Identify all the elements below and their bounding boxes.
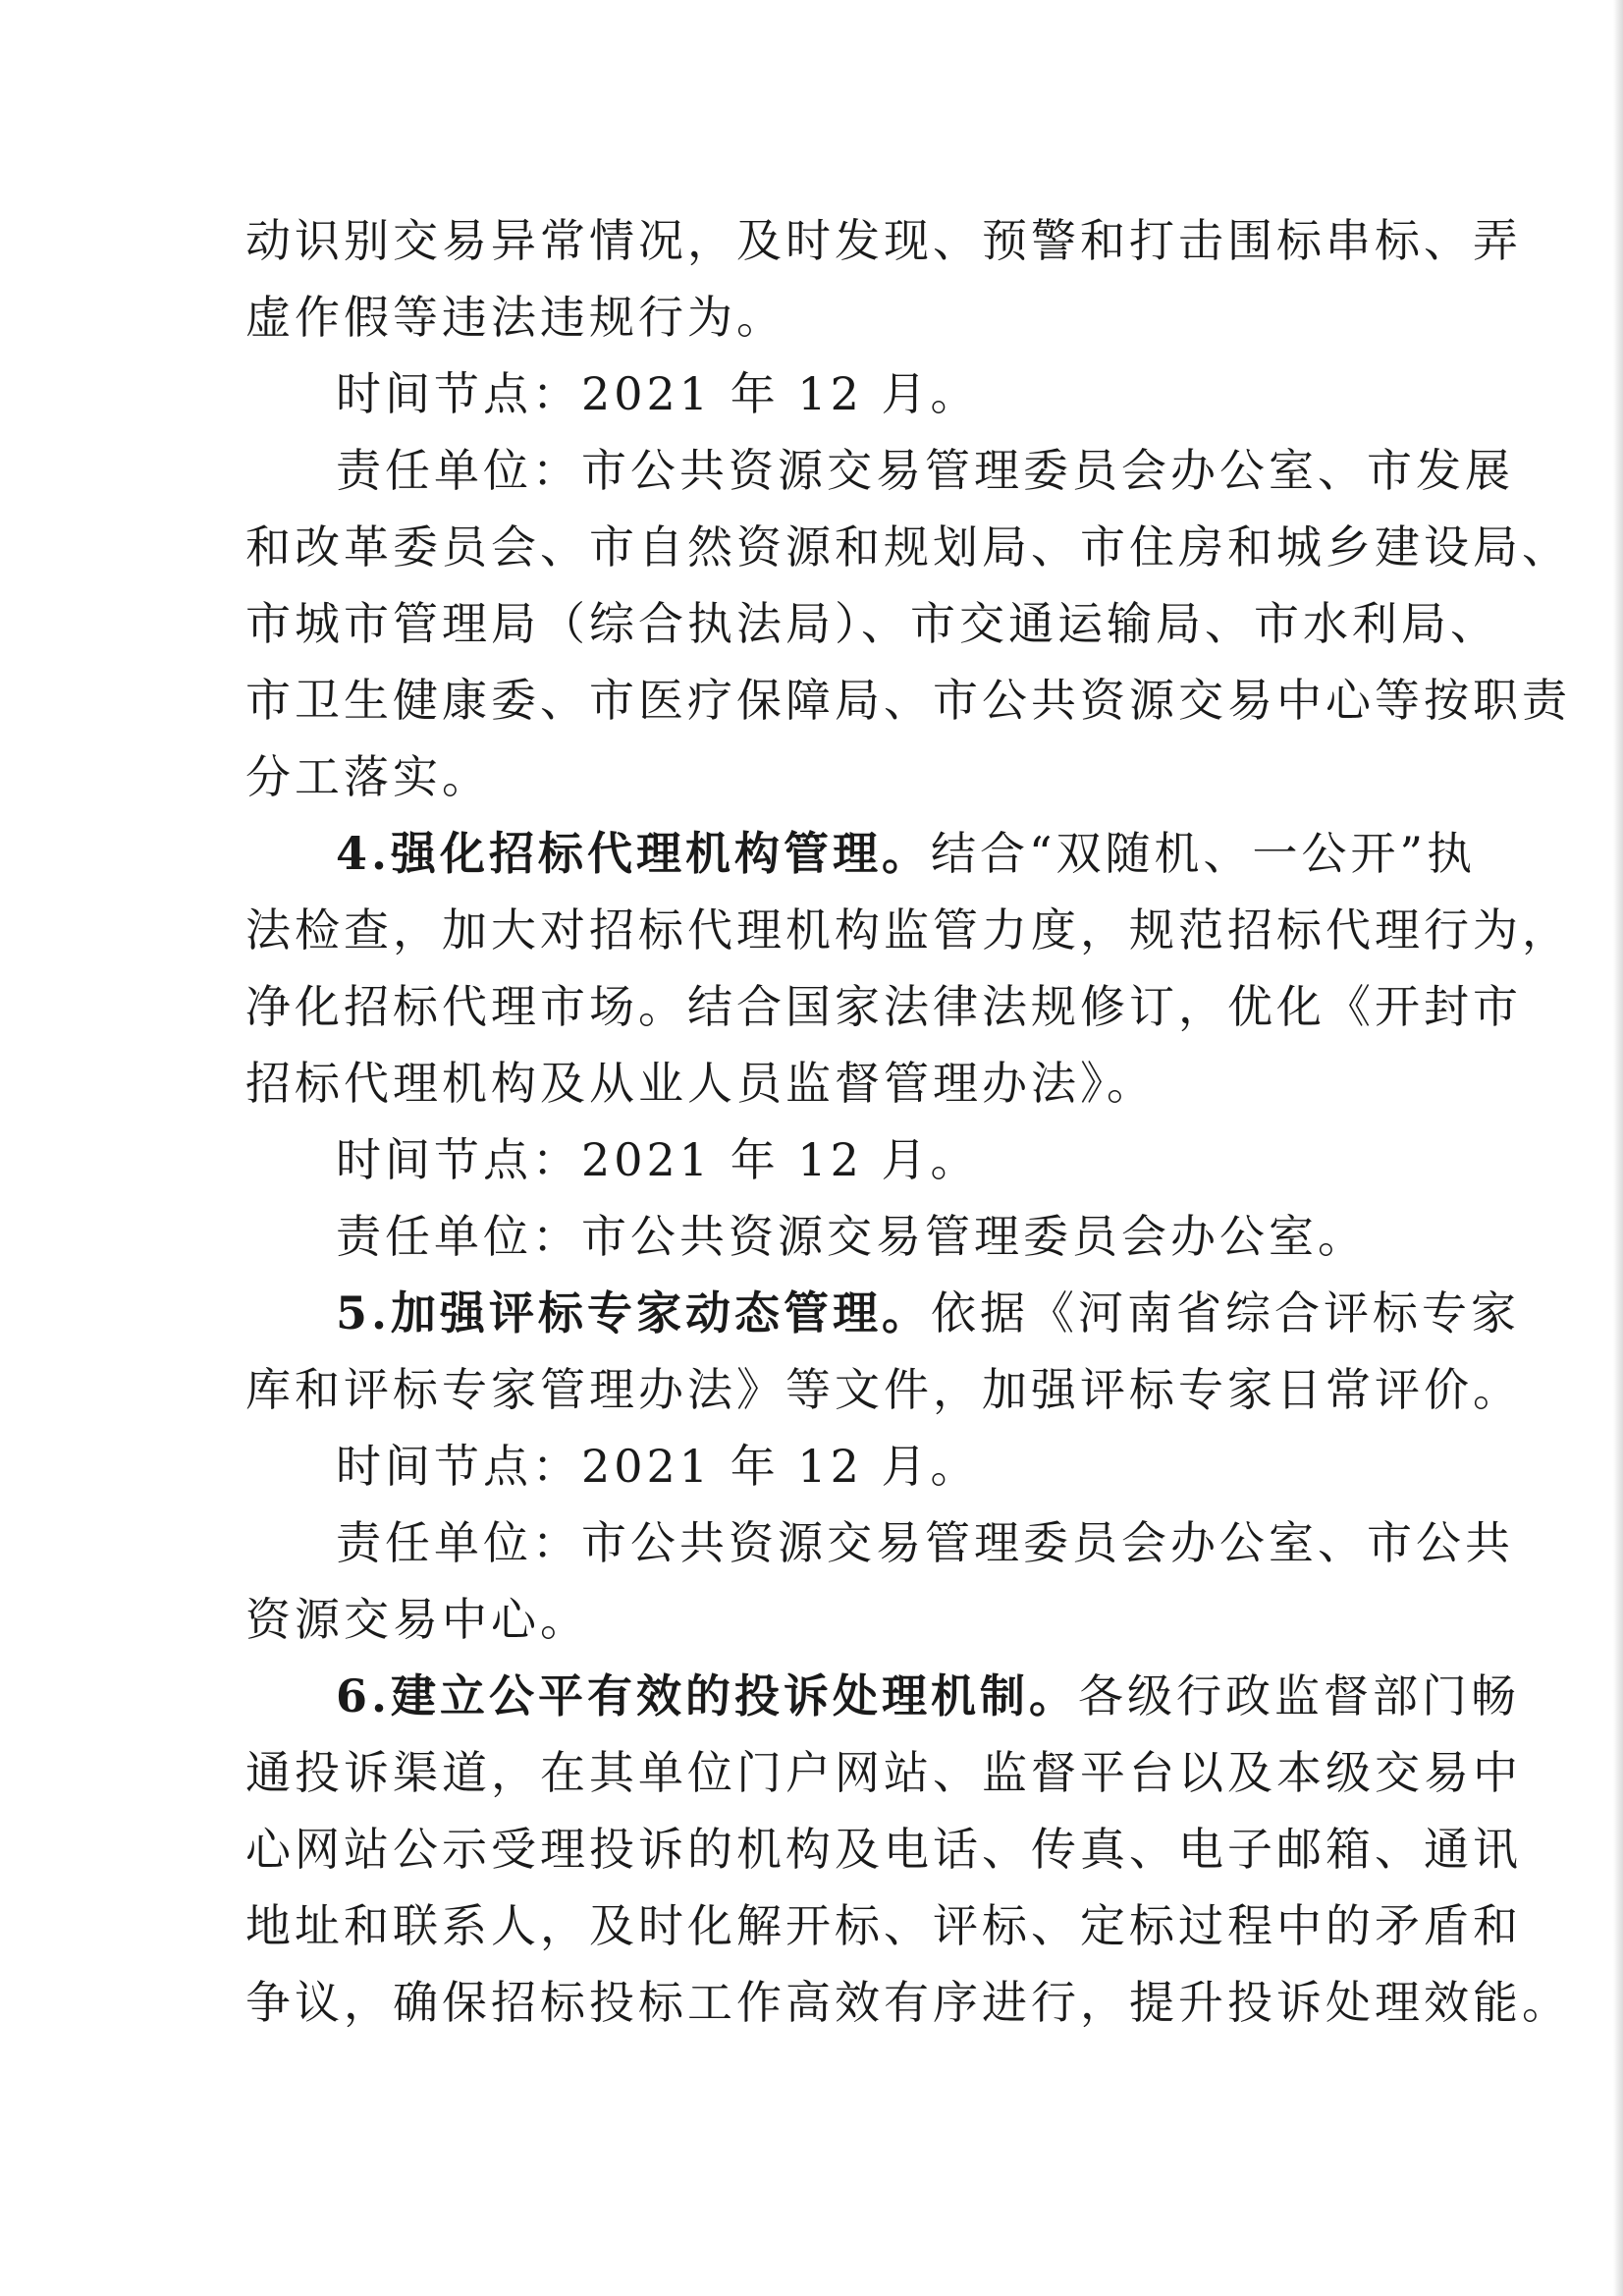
line-text: 净化招标代理市场。结合国家法律法规修订，优化《开封市 — [245, 980, 1522, 1033]
text-line — [245, 279, 1384, 355]
line-text: 责任单位：市公共资源交易管理委员会办公室、市发展 — [336, 444, 1514, 497]
line-text: 招标代理机构及从业人员监督管理办法》。 — [245, 1057, 1156, 1110]
line-text: 分工落实。 — [245, 750, 491, 803]
line-text: 依据《河南省综合评标专家 — [931, 1286, 1521, 1339]
text-line — [245, 1351, 1522, 1428]
line-text: 动识别交易异常情况，及时发现、预警和打击围标串标、弄 — [245, 214, 1522, 267]
responsible-unit-line — [245, 432, 1514, 509]
section-6-line — [245, 1658, 1521, 1734]
line-text: 责任单位：市公共资源交易管理委员会办公室。 — [336, 1210, 1367, 1263]
text-line — [245, 1045, 1384, 1121]
document-body — [245, 202, 1571, 2041]
line-text: 虚作假等违法违规行为。 — [245, 291, 785, 344]
line-text: 地址和联系人，及时化解开标、评标、定标过程中的矛盾和 — [245, 1899, 1522, 1952]
section-5-line — [245, 1275, 1521, 1351]
section-heading: 6.建立公平有效的投诉处理机制。 — [336, 1669, 1079, 1722]
time-node-line — [245, 355, 1384, 432]
line-text: 争议，确保招标投标工作高效有序进行，提升投诉处理效能。 — [245, 1976, 1571, 2029]
text-line — [245, 1887, 1522, 1964]
line-text: 法检查，加大对招标代理机构监管力度，规范招标代理行为， — [245, 903, 1571, 957]
line-text: 时间节点：2021 年 12 月。 — [336, 1133, 980, 1186]
text-line — [245, 968, 1522, 1045]
text-line — [245, 738, 1384, 815]
line-text: 时间节点：2021 年 12 月。 — [336, 1440, 980, 1493]
section-4-line — [245, 815, 1477, 892]
line-text: 库和评标专家管理办法》等文件，加强评标专家日常评价。 — [245, 1363, 1522, 1416]
line-text: 市卫生健康委、市医疗保障局、市公共资源交易中心等按职责 — [245, 674, 1571, 727]
responsible-unit-line — [245, 1198, 1384, 1275]
line-text: 市城市管理局（综合执法局）、市交通运输局、市水利局、 — [245, 597, 1499, 650]
line-text: 各级行政监督部门畅 — [1078, 1669, 1521, 1722]
section-heading: 5.加强评标专家动态管理。 — [336, 1286, 932, 1339]
line-text: 资源交易中心。 — [245, 1593, 589, 1646]
time-node-line — [245, 1428, 1384, 1504]
responsible-unit-line — [245, 1504, 1514, 1581]
text-line — [245, 1734, 1522, 1811]
line-text: 通投诉渠道，在其单位门户网站、监督平台以及本级交易中 — [245, 1746, 1522, 1799]
line-text: 心网站公示受理投诉的机构及电话、传真、电子邮箱、通讯 — [245, 1823, 1522, 1876]
text-line — [245, 1811, 1522, 1887]
text-line — [245, 202, 1522, 279]
time-node-line — [245, 1121, 1384, 1198]
text-line — [245, 662, 1571, 738]
text-line — [245, 1581, 1384, 1658]
section-heading: 4.强化招标代理机构管理。 — [336, 827, 932, 880]
page-edge-shadow — [1613, 0, 1623, 2296]
text-line — [245, 1964, 1571, 2041]
line-text: 结合“双随机、一公开”执 — [931, 827, 1477, 880]
text-line — [245, 509, 1571, 585]
line-text: 责任单位：市公共资源交易管理委员会办公室、市公共 — [336, 1516, 1514, 1569]
text-line — [245, 892, 1571, 968]
text-line — [245, 585, 1499, 662]
line-text: 时间节点：2021 年 12 月。 — [336, 367, 980, 420]
line-text: 和改革委员会、市自然资源和规划局、市住房和城乡建设局、 — [245, 520, 1571, 574]
